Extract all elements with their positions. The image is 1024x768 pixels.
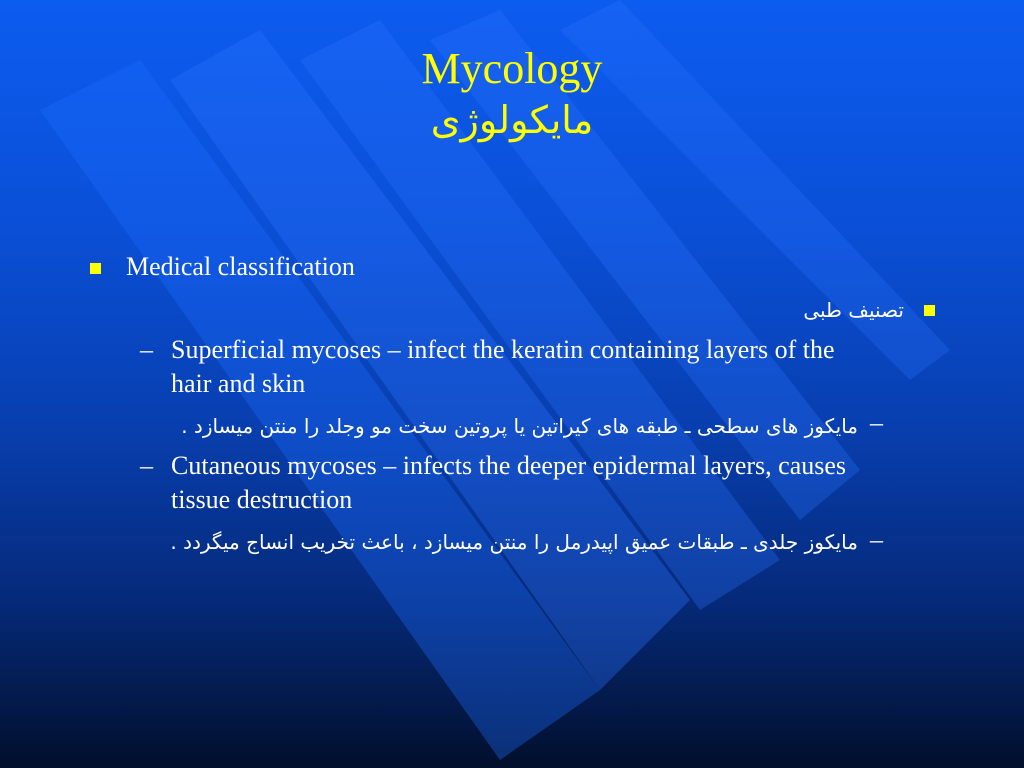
bullet-medical-classification: Medical classification bbox=[126, 252, 355, 281]
dash-marker: – bbox=[140, 335, 153, 364]
sub-superficial-mycoses-line2: hair and skin bbox=[171, 369, 306, 398]
sub-superficial-mycoses-persian: مایکوز های سطحی ـ طبقه های کیراتین یا پروتین سخت مو وجلد را منتن میسازد . bbox=[181, 414, 858, 438]
bullet-square-icon bbox=[924, 305, 935, 316]
dash-marker: – bbox=[870, 408, 883, 437]
bullet-square-icon bbox=[90, 263, 101, 274]
slide-title-persian: مایکولوژی bbox=[430, 98, 594, 142]
slide-title: Mycology bbox=[421, 44, 603, 93]
sub-cutaneous-mycoses-line2: tissue destruction bbox=[171, 485, 353, 514]
sub-superficial-mycoses-line1: Superficial mycoses – infect the keratin containing layers of the bbox=[171, 335, 835, 364]
bullet-medical-classification-persian: تصنیف طبی bbox=[803, 298, 904, 322]
sub-cutaneous-mycoses-persian: مایکوز جلدی ـ طبقات عمیق اپیدرمل را منتن میسازد ، باعث تخریب انساج میگردد . bbox=[170, 530, 858, 554]
sub-cutaneous-mycoses-line1: Cutaneous mycoses – infects the deeper epidermal layers, causes bbox=[171, 451, 847, 480]
dash-marker: – bbox=[140, 451, 153, 480]
dash-marker: – bbox=[870, 525, 883, 554]
